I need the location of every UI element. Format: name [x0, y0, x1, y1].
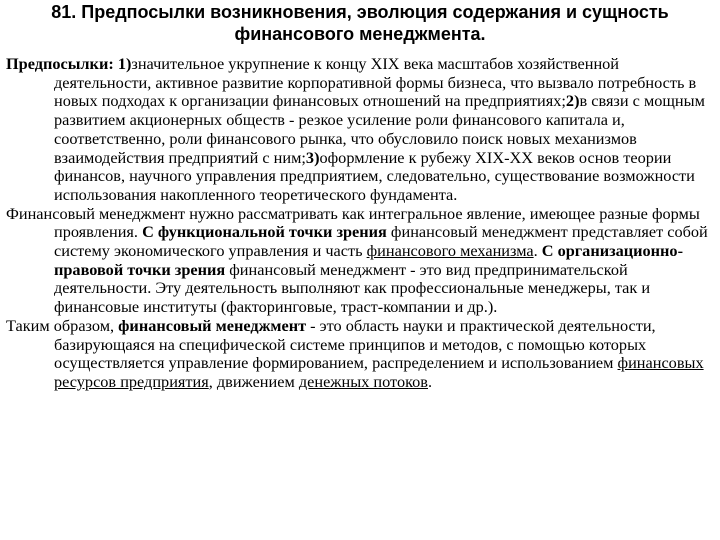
item-1-marker: 1)	[117, 54, 132, 73]
functional-view: С функциональной точки зрения	[142, 222, 387, 242]
definition-text-2: , движением	[208, 371, 299, 391]
definition-intro: Таким образом,	[6, 315, 119, 335]
link-cash-flows[interactable]: денежных потоков	[298, 371, 428, 391]
title-line-2: финансового менеджмента.	[234, 24, 486, 44]
slide-title	[6, 0, 714, 45]
separator: .	[533, 241, 542, 261]
paragraph-prerequisites	[6, 55, 714, 205]
definition-text: - это область науки и практической деятельности, базирующаяся на специфической системе принципов и методов, с помощью которых осуществляется управление формированием, распределением и использованием	[54, 315, 656, 373]
paragraph-definition	[6, 317, 714, 392]
paragraph-forms	[6, 205, 714, 317]
item-1-text: значительное укрупнение к концу XIX века масштабов хозяйственной деятельности, активное развитие корпоративной формы бизнеса, что вызвало потребность в новых подходах к организации финансовых отношений на предприятиях;	[54, 54, 697, 111]
forms-intro: Финансовый менеджмент нужно рассматривать как интегральное явление, имеющее разные формы проявления.	[6, 203, 700, 242]
link-financial-mechanism[interactable]: финансового механизма	[366, 241, 534, 261]
period: .	[428, 371, 433, 391]
link-financial-resources[interactable]: финансовых ресурсов предприятия	[54, 353, 704, 391]
item-3-marker: 3)	[305, 147, 320, 167]
term-financial-management: финансовый менеджмент	[118, 315, 307, 335]
item-3-text: оформление к рубежу XIX-XX веков основ теории финансов, научного управления предприятием, следовательно, существование возможности использования накопленного теоретического фундамента.	[54, 147, 695, 204]
item-2-marker: 2)	[565, 91, 580, 111]
prerequisites-label: Предпосылки:	[6, 54, 114, 73]
title-line-1: 81. Предпосылки возникновения, эволюция содержания и сущность	[51, 2, 669, 22]
functional-text: финансовый менеджмент представляет собой систему экономического управления и часть	[54, 222, 708, 261]
legal-text: финансовый менеджмент - это вид предпринимательской деятельности. Эту деятельность выполняют как профессиональные менеджеры, так и финансовые институты (факторинговые, траст-компании и др.).	[54, 259, 651, 317]
item-2-text: в связи с мощным развитием акционерных обществ - резкое усиление роли финансового капитала и, соответственно, роли финансового рынка, что обусловило поиск новых механизмов взаимодействия предприятий с ним;	[54, 91, 705, 167]
slide-body	[6, 55, 714, 392]
legal-view: С организационно-правовой точки зрения	[54, 241, 683, 279]
